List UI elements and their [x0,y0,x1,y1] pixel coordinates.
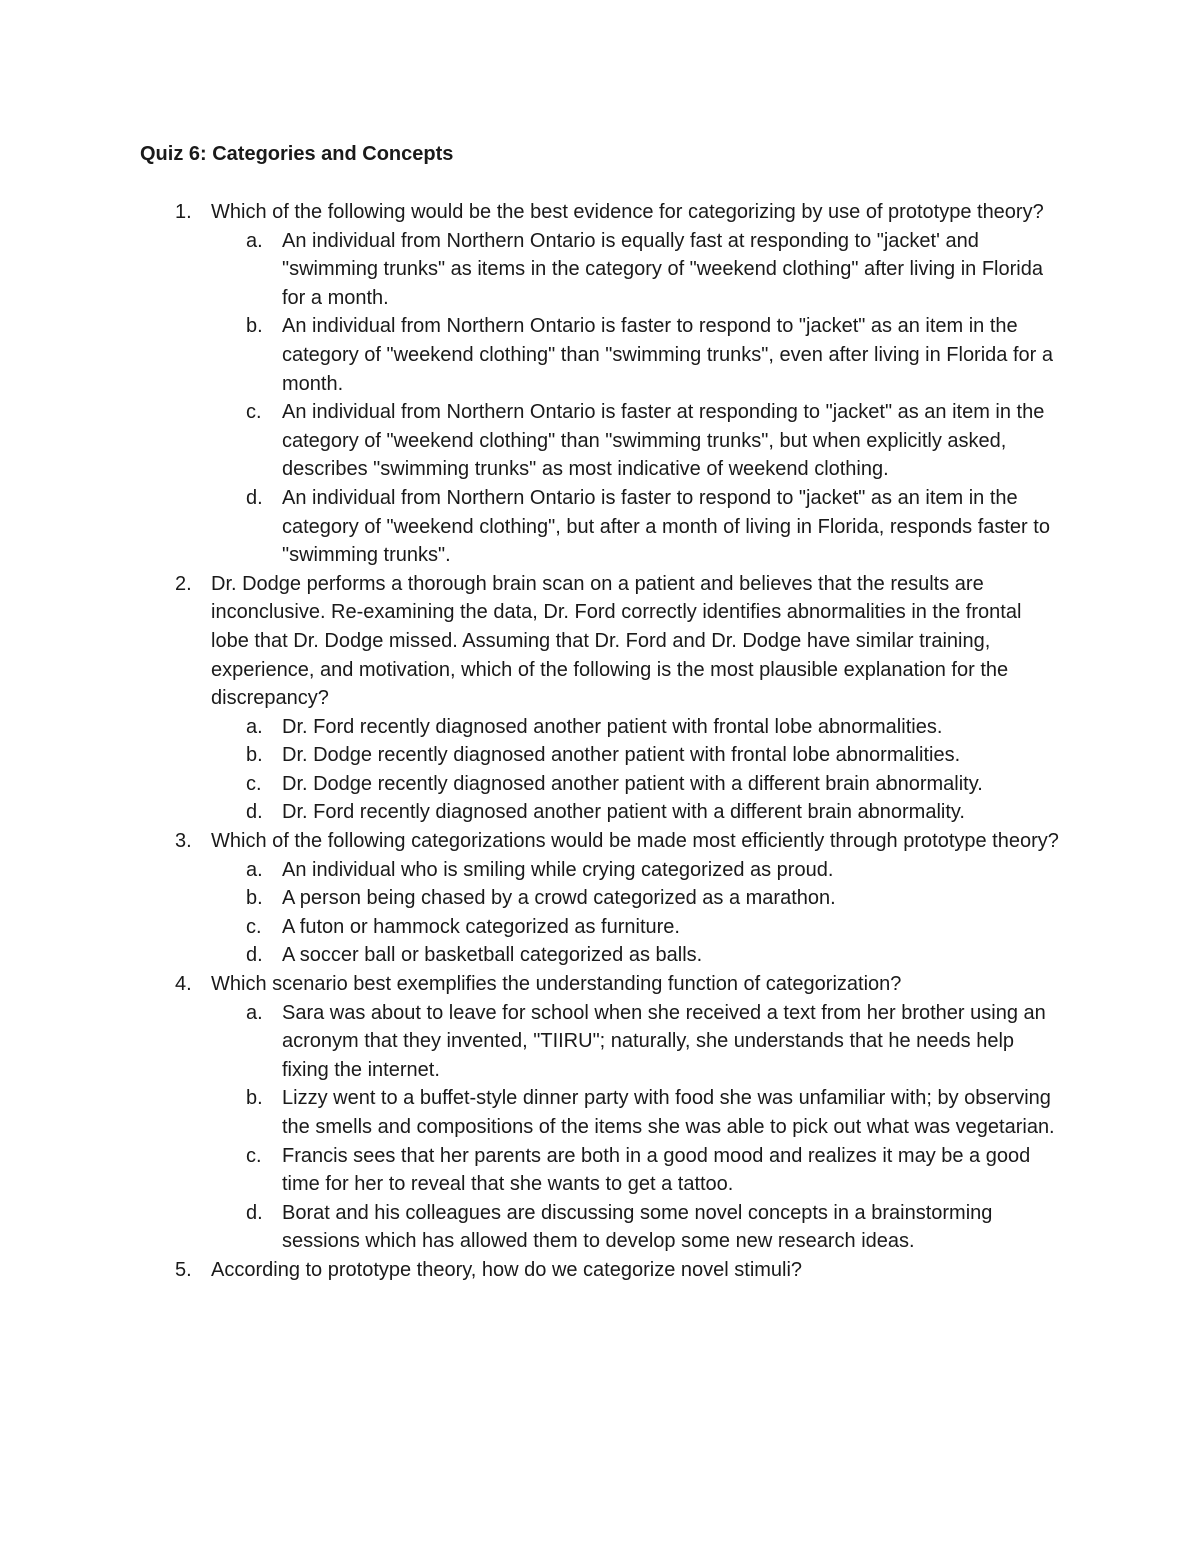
option-text: Lizzy went to a buffet-style dinner party with food she was unfamiliar with; by observing the smells and compositions of the items she was able to pick out what was vegetarian. [282,1087,1055,1138]
option-2a [211,713,1061,742]
question-text: Which scenario best exemplifies the understanding function of categorization? [211,973,902,996]
option-4c [211,1142,1061,1199]
option-text: An individual from Northern Ontario is faster to respond to "jacket" as an item in the category of "weekend clothing" than "swimming trunks", even after living in Florida for a month. [282,315,1053,395]
option-text: Dr. Ford recently diagnosed another patient with a different brain abnormality. [282,801,965,824]
question-4 [0,970,1061,1256]
option-3b [211,884,1061,913]
question-number: 5. [175,1258,192,1281]
option-letter: b. [246,744,263,767]
option-letter: c. [246,772,262,795]
option-text: An individual from Northern Ontario is equally fast at responding to "jacket' and "swimming trunks" as items in the category of "weekend clothing" after living in Florida for a month. [282,229,1043,309]
option-list [211,856,1061,970]
option-letter: b. [246,1087,263,1110]
option-text: A soccer ball or basketball categorized as balls. [282,944,703,967]
option-text: A person being chased by a crowd categorized as a marathon. [282,887,836,910]
option-letter: c. [246,1144,262,1167]
option-text: An individual who is smiling while crying categorized as proud. [282,858,834,881]
option-letter: a. [246,229,263,252]
option-list [211,227,1061,570]
option-text: Dr. Ford recently diagnosed another patient with frontal lobe abnormalities. [282,715,943,738]
option-text: Sara was about to leave for school when she received a text from her brother using an acronym that they invented, "TIIRU"; naturally, she understands that he needs help fixing the internet. [282,1001,1046,1081]
question-text: According to prototype theory, how do we categorize novel stimuli? [211,1258,803,1281]
option-letter: d. [246,486,263,509]
option-text: A futon or hammock categorized as furniture. [282,915,680,938]
question-number: 1. [175,201,192,223]
option-2d [211,798,1061,827]
option-text: An individual from Northern Ontario is faster to respond to "jacket" as an item in the category of "weekend clothing", but after a month of living in Florida, responds faster to "swimming trunks". [282,486,1050,567]
option-1d [211,484,1061,570]
option-1b [211,312,1061,398]
option-letter: d. [246,1201,263,1224]
question-list [0,198,1200,1285]
option-letter: a. [246,715,263,738]
question-number: 4. [175,973,192,996]
option-4a [211,999,1061,1085]
option-list [211,713,1061,827]
option-text: Dr. Dodge recently diagnosed another patient with a different brain abnormality. [282,772,983,795]
option-3d [211,941,1061,970]
option-letter: a. [246,858,263,881]
option-text: Dr. Dodge recently diagnosed another patient with frontal lobe abnormalities. [282,744,961,767]
question-text: Which of the following categorizations would be made most efficiently through prototype theory? [211,830,1059,853]
option-letter: c. [246,401,262,424]
question-text: Which of the following would be the best evidence for categorizing by use of prototype theory? [211,201,1044,223]
option-letter: d. [246,801,263,824]
option-1c [211,398,1061,484]
question-2 [0,570,1061,827]
option-4b [211,1084,1061,1141]
question-text: Dr. Dodge performs a thorough brain scan on a patient and believes that the results are inconclusive. Re-examining the data, Dr. Ford correctly identifies abnormalities in the frontal lobe that Dr. Dodge missed. Assuming that Dr. Ford and Dr. Dodge have similar training, experience, and motivation, which of the following is the most plausible explanation for the discrepancy? [211,572,1022,710]
option-2b [211,741,1061,770]
option-letter: a. [246,1001,263,1024]
question-5 [0,1256,1061,1285]
option-3a [211,856,1061,885]
option-list [211,999,1061,1256]
option-text: Francis sees that her parents are both in a good mood and realizes it may be a good time for her to reveal that she wants to get a tattoo. [282,1144,1031,1196]
option-letter: b. [246,887,263,910]
option-letter: c. [246,915,262,938]
option-2c [211,770,1061,799]
quiz-title: Quiz 6: Categories and Concepts [140,143,454,165]
option-1a [211,227,1061,313]
question-number: 3. [175,830,192,853]
question-number: 2. [175,572,192,595]
option-3c [211,913,1061,942]
option-text: Borat and his colleagues are discussing some novel concepts in a brainstorming sessions which has allowed them to develop some new research ideas. [282,1201,993,1253]
option-4d [211,1199,1061,1256]
option-text: An individual from Northern Ontario is faster at responding to "jacket" as an item in the category of "weekend clothing" than "swimming trunks", but when explicitly asked, describes "swimming trunks" as most indicative of weekend clothing. [282,401,1045,481]
question-3 [0,827,1061,970]
option-letter: d. [246,944,263,967]
question-1 [0,198,1061,570]
option-letter: b. [246,315,263,338]
